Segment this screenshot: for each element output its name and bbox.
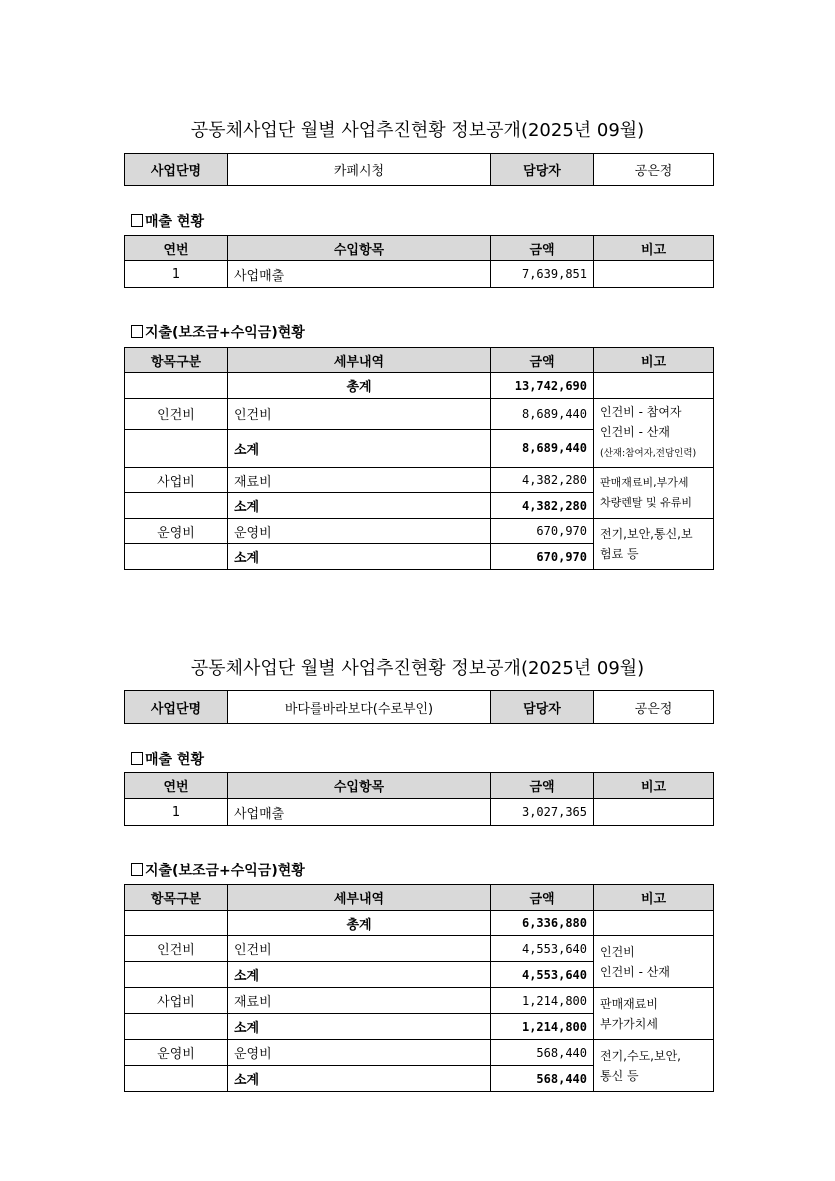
category: 사업비 xyxy=(125,468,228,493)
category: 운영비 xyxy=(125,519,228,544)
detail: 운영비 xyxy=(228,1040,491,1066)
note xyxy=(594,261,714,288)
subtotal-amount: 670,970 xyxy=(491,544,594,570)
note xyxy=(594,799,714,826)
amount: 670,970 xyxy=(491,519,594,544)
checkbox-square-icon xyxy=(131,863,143,876)
detail: 재료비 xyxy=(228,468,491,493)
sales-table xyxy=(124,235,714,288)
expense-table xyxy=(124,884,714,1092)
category: 인건비 xyxy=(125,399,228,430)
total-amount: 6,336,880 xyxy=(491,911,594,936)
note: 인건비 - 참여자 인건비 - 산재 (산재:참여자,전담인력) xyxy=(594,399,714,468)
amount: 4,382,280 xyxy=(491,468,594,493)
note: 판매재료비,부가세 차량렌탈 및 유류비 xyxy=(594,468,714,519)
checkbox-square-icon xyxy=(131,214,143,227)
amount: 4,553,640 xyxy=(491,936,594,962)
col-header: 수입항목 xyxy=(228,773,491,799)
table-row xyxy=(125,988,714,1014)
detail: 인건비 xyxy=(228,399,491,430)
col-header: 금액 xyxy=(491,773,594,799)
unit-name-value: 바다를바라보다(수로부인) xyxy=(228,691,491,724)
checkbox-square-icon xyxy=(131,325,143,338)
col-header: 금액 xyxy=(491,348,594,373)
col-header: 비고 xyxy=(594,236,714,261)
info-table xyxy=(124,690,714,724)
col-header: 세부내역 xyxy=(228,885,491,911)
sales-table xyxy=(124,772,714,826)
subtotal-label: 소계 xyxy=(228,1066,491,1092)
col-header: 연번 xyxy=(125,236,228,261)
col-header: 수입항목 xyxy=(228,236,491,261)
subtotal-label: 소계 xyxy=(228,493,491,519)
income-item: 사업매출 xyxy=(228,799,491,826)
info-table xyxy=(124,153,714,186)
amount: 8,689,440 xyxy=(491,399,594,430)
subtotal-label: 소계 xyxy=(228,429,491,467)
unit-name-label: 사업단명 xyxy=(125,691,228,724)
note: 전기,수도,보안, 통신 등 xyxy=(594,1040,714,1092)
table-row xyxy=(125,799,714,826)
expense-heading: 지출(보조금+수익금)현황 xyxy=(131,860,305,880)
detail: 인건비 xyxy=(228,936,491,962)
amount: 3,027,365 xyxy=(491,799,594,826)
amount: 568,440 xyxy=(491,1040,594,1066)
category: 인건비 xyxy=(125,936,228,962)
category: 운영비 xyxy=(125,1040,228,1066)
total-row xyxy=(125,911,714,936)
total-amount: 13,742,690 xyxy=(491,373,594,399)
amount: 7,639,851 xyxy=(491,261,594,288)
expense-table xyxy=(124,347,714,570)
table-row xyxy=(125,936,714,962)
detail: 재료비 xyxy=(228,988,491,1014)
sales-heading: 매출 현황 xyxy=(131,749,204,769)
total-row xyxy=(125,373,714,399)
subtotal-amount: 4,382,280 xyxy=(491,493,594,519)
subtotal-amount: 8,689,440 xyxy=(491,429,594,467)
col-header: 비고 xyxy=(594,773,714,799)
table-row xyxy=(125,468,714,493)
note: 인건비 인건비 - 산재 xyxy=(594,936,714,988)
amount: 1,214,800 xyxy=(491,988,594,1014)
table-row xyxy=(125,261,714,288)
table-row xyxy=(125,1040,714,1066)
table-row xyxy=(125,399,714,430)
row-number: 1 xyxy=(125,799,228,826)
unit-name-label: 사업단명 xyxy=(125,154,228,186)
row-number: 1 xyxy=(125,261,228,288)
expense-heading: 지출(보조금+수익금)현황 xyxy=(131,322,305,342)
report-title: 공동체사업단 월별 사업추진현황 정보공개(2025년 09월) xyxy=(190,658,645,679)
subtotal-amount: 1,214,800 xyxy=(491,1014,594,1040)
manager-value: 공은정 xyxy=(594,691,714,724)
unit-name-value: 카페시청 xyxy=(228,154,491,186)
table-row xyxy=(125,519,714,544)
note: 판매재료비 부가가치세 xyxy=(594,988,714,1040)
subtotal-label: 소계 xyxy=(228,1014,491,1040)
col-header: 금액 xyxy=(491,236,594,261)
col-header: 비고 xyxy=(594,348,714,373)
manager-label: 담당자 xyxy=(491,154,594,186)
subtotal-label: 소계 xyxy=(228,544,491,570)
detail: 운영비 xyxy=(228,519,491,544)
category: 사업비 xyxy=(125,988,228,1014)
manager-label: 담당자 xyxy=(491,691,594,724)
checkbox-square-icon xyxy=(131,752,143,765)
col-header: 항목구분 xyxy=(125,885,228,911)
sales-heading: 매출 현황 xyxy=(131,211,204,231)
col-header: 항목구분 xyxy=(125,348,228,373)
total-label: 총계 xyxy=(228,373,491,399)
subtotal-amount: 4,553,640 xyxy=(491,962,594,988)
col-header: 연번 xyxy=(125,773,228,799)
subtotal-amount: 568,440 xyxy=(491,1066,594,1092)
report-title: 공동체사업단 월별 사업추진현황 정보공개(2025년 09월) xyxy=(190,120,645,141)
total-label: 총계 xyxy=(228,911,491,936)
subtotal-label: 소계 xyxy=(228,962,491,988)
note: 전기,보안,통신,보 험료 등 xyxy=(594,519,714,570)
manager-value: 공은정 xyxy=(594,154,714,186)
col-header: 비고 xyxy=(594,885,714,911)
col-header: 금액 xyxy=(491,885,594,911)
income-item: 사업매출 xyxy=(228,261,491,288)
col-header: 세부내역 xyxy=(228,348,491,373)
